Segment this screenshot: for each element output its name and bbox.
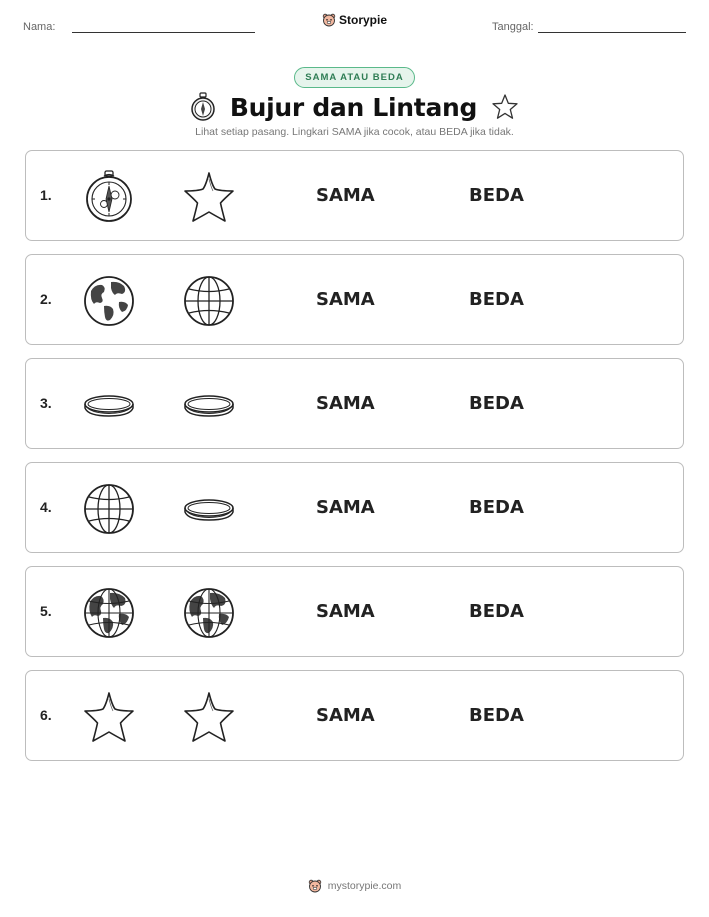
brand-name: Storypie	[339, 13, 388, 27]
question-row	[25, 254, 684, 345]
bear-logo-icon	[322, 13, 336, 27]
question-list	[25, 150, 684, 774]
question-number: 6.	[40, 707, 52, 723]
earth-grid-icon	[82, 586, 136, 640]
title-row	[0, 90, 709, 124]
earth-grid-icon	[182, 586, 236, 640]
same-option[interactable]: SAMA	[316, 393, 375, 414]
different-option[interactable]: BEDA	[469, 601, 524, 622]
name-label: Nama:	[23, 21, 56, 33]
question-number: 5.	[40, 603, 52, 619]
same-option[interactable]: SAMA	[316, 705, 375, 726]
date-line[interactable]	[538, 32, 686, 33]
same-option[interactable]: SAMA	[316, 601, 375, 622]
footer	[0, 879, 709, 893]
same-option[interactable]: SAMA	[316, 497, 375, 518]
question-row	[25, 462, 684, 553]
different-option[interactable]: BEDA	[469, 289, 524, 310]
star-icon	[182, 170, 236, 224]
question-row	[25, 670, 684, 761]
ring-icon	[82, 378, 136, 432]
name-line[interactable]	[72, 32, 255, 33]
question-row	[25, 566, 684, 657]
same-option[interactable]: SAMA	[316, 185, 375, 206]
question-number: 2.	[40, 291, 52, 307]
same-option[interactable]: SAMA	[316, 289, 375, 310]
different-option[interactable]: BEDA	[469, 185, 524, 206]
question-number: 3.	[40, 395, 52, 411]
earth-icon	[82, 274, 136, 328]
compass-icon	[82, 170, 136, 224]
date-label: Tanggal:	[492, 21, 534, 33]
instructions: Lihat setiap pasang. Lingkari SAMA jika cocok, atau BEDA jika tidak.	[195, 126, 514, 138]
ring-icon	[182, 378, 236, 432]
star-icon	[491, 93, 519, 121]
globe-grid-icon	[82, 482, 136, 536]
star-icon	[182, 690, 236, 744]
different-option[interactable]: BEDA	[469, 497, 524, 518]
page-title: Bujur dan Lintang	[229, 92, 478, 122]
compass-icon	[190, 92, 216, 122]
different-option[interactable]: BEDA	[469, 393, 524, 414]
different-option[interactable]: BEDA	[469, 705, 524, 726]
brand-logo	[322, 13, 387, 27]
bear-logo-icon	[308, 879, 322, 893]
question-row	[25, 150, 684, 241]
footer-url[interactable]: mystorypie.com	[327, 880, 402, 892]
globe-grid-icon	[182, 274, 236, 328]
ring-icon	[182, 482, 236, 536]
question-row	[25, 358, 684, 449]
question-number: 1.	[40, 187, 52, 203]
question-number: 4.	[40, 499, 52, 515]
activity-badge: SAMA ATAU BEDA	[294, 67, 415, 88]
star-icon	[82, 690, 136, 744]
